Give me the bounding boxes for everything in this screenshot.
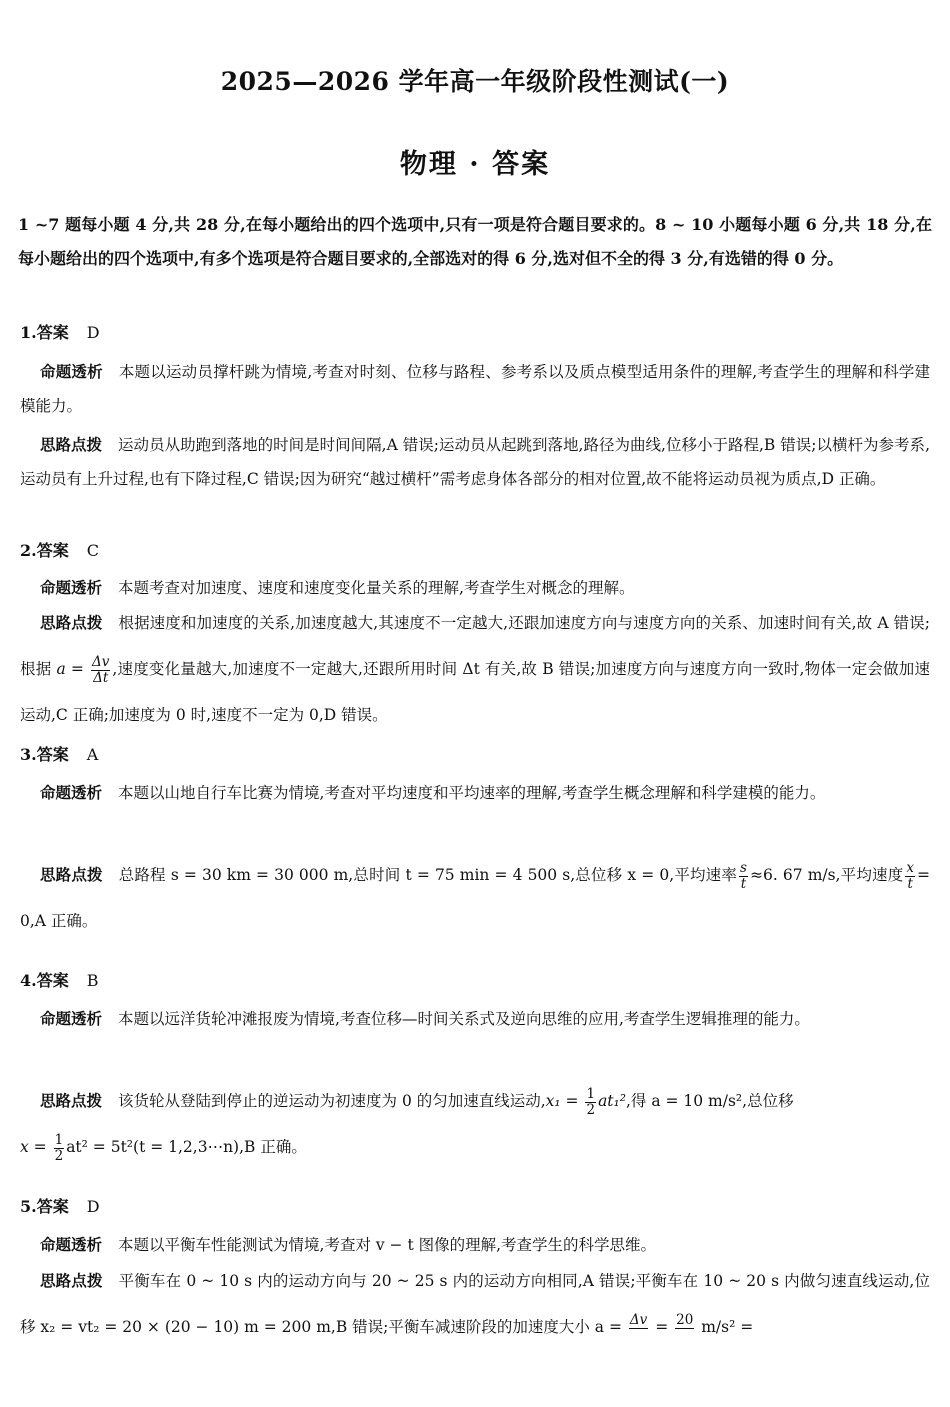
hint-text-c: = 0,A 正确。 xyxy=(20,866,930,930)
fraction-dv xyxy=(629,1313,648,1344)
question-2-hint xyxy=(20,600,930,738)
insight-text: 本题考查对加速度、速度和速度变化量关系的理解,考查学生对概念的理解。 xyxy=(118,579,635,597)
equals: = xyxy=(65,660,89,678)
fraction-numerator: s xyxy=(740,859,747,876)
fraction-one-half xyxy=(585,1087,596,1118)
hint-text-b: ,得 a = 10 m/s²,总位移 xyxy=(625,1092,794,1110)
fraction-numerator: 1 xyxy=(54,1131,64,1148)
var-a: a xyxy=(56,660,66,678)
answer-value: A xyxy=(86,745,99,764)
insight-text: 本题以运动员撑杆跳为情境,考查对时刻、位移与路程、参考系以及质点模型适用条件的理解,考查学生的理解和科学建模能力。 xyxy=(20,363,930,415)
question-3-hint xyxy=(20,852,930,944)
answer-value: B xyxy=(86,971,99,990)
question-number: 4. xyxy=(20,971,37,990)
fraction-one-half xyxy=(54,1133,65,1164)
scoring-instructions: 1 ~7 题每小题 4 分,共 28 分,在每小题给出的四个选项中,只有一项是符合题目要求的。8 ~ 10 小题每小题 6 分,共 18 分,在每小题给出的四个选项中,有多个选项是符合题目要求的,全部选对的得 6 分,选对但不全的得 3 分,有选错的得 0 分。 xyxy=(18,215,932,268)
page-subtitle: 物理 · 答案 xyxy=(399,149,551,180)
hint-text-b: m/s² = xyxy=(696,1318,754,1336)
insight-label: 命题透析 xyxy=(40,1236,103,1254)
hint-label: 思路点拨 xyxy=(40,436,103,454)
question-5-insight xyxy=(20,1228,930,1262)
insight-label: 命题透析 xyxy=(40,363,103,381)
question-1-insight xyxy=(20,355,930,423)
question-1-hint xyxy=(20,428,930,496)
question-1-header xyxy=(20,320,932,346)
hint-text-a: 根据速度和加速度的关系,加速度越大,其速度不一定越大,还跟加速度方向与速度方向的关系、加速时间有关,故 A 错误;根据 xyxy=(20,614,930,678)
fraction-dv-dt xyxy=(91,655,110,686)
hint-label: 思路点拨 xyxy=(40,1092,103,1110)
hint-text-b: ,速度变化量越大,加速度不一定越大,还跟所用时间 Δt 有关,故 B 错误;加速度方向与速度方向一致时,物体一定会做加速运动,C 正确;加速度为 0 时,速度不一定为 0,D 错误。 xyxy=(20,660,931,724)
fraction-numerator: x xyxy=(906,859,914,876)
insight-label: 命题透析 xyxy=(40,579,103,597)
answer-label: 答案 xyxy=(36,323,69,342)
insight-label: 命题透析 xyxy=(40,784,103,802)
insight-text: 本题以山地自行车比赛为情境,考查对平均速度和平均速率的理解,考查学生概念理解和科学建模的能力。 xyxy=(118,784,826,802)
question-number: 2. xyxy=(20,541,37,560)
hint-text: 运动员从助跑到落地的时间是时间间隔,A 错误;运动员从起跳到落地,路径为曲线,位移小于路程,B 错误;以横杆为参考系,运动员有上升过程,也有下降过程,C 错误;因为研究“越过横杆”需考虑身体各部分的相对位置,故不能将运动员视为质点,D 正确。 xyxy=(20,436,930,488)
hint-label: 思路点拨 xyxy=(40,1272,103,1290)
answer-label: 答案 xyxy=(36,1197,69,1216)
answer-value: C xyxy=(86,541,99,560)
eq2-right: at² = 5t²(t = 1,2,3⋯n),B 正确。 xyxy=(66,1138,307,1156)
fraction-numerator: 20 xyxy=(676,1311,694,1328)
fraction-numerator: 1 xyxy=(586,1085,596,1102)
fraction-20 xyxy=(675,1313,694,1344)
answer-label: 答案 xyxy=(36,541,69,560)
hint-label: 思路点拨 xyxy=(40,614,103,632)
fraction-numerator: Δv xyxy=(629,1311,648,1328)
question-4-header xyxy=(20,968,932,994)
question-number: 3. xyxy=(20,745,37,764)
fraction-s-t xyxy=(739,861,748,892)
question-3-insight xyxy=(20,776,930,810)
answer-value: D xyxy=(86,323,100,342)
question-4-hint xyxy=(20,1078,930,1170)
answer-value: D xyxy=(86,1197,100,1216)
hint-text-a: 总路程 s = 30 km = 30 000 m,总时间 t = 75 min = 4 500 s,总位移 x = 0,平均速率 xyxy=(118,866,738,884)
hint-label: 思路点拨 xyxy=(40,866,103,884)
question-number: 1. xyxy=(20,323,37,342)
insight-text: 本题以远洋货轮冲滩报废为情境,考查位移—时间关系式及逆向思维的应用,考查学生逻辑推理的能力。 xyxy=(118,1010,810,1028)
eq1-right: at₁² xyxy=(598,1092,626,1110)
insight-label: 命题透析 xyxy=(40,1010,103,1028)
fraction-denominator: t xyxy=(740,875,747,892)
fraction-denominator: t xyxy=(907,875,913,892)
question-5-hint: 思路点拨 平衡车在 0 ~ 10 s 内的运动方向与 20 ~ 25 s 内的运动方向相同,A 错误;平衡车在 10 ~ 20 s 内做匀速直线运动,位移 x₂ = vt₂ = 20 × (20 − 10) m = 200 m,B 错误;平衡车减速阶段的加速度大小 a = Δv = 20 m/s² = xyxy=(20,1258,930,1350)
question-5-header xyxy=(20,1194,932,1220)
hint-text-b: ≈6. 67 m/s,平均速度 xyxy=(749,866,904,884)
hint-text-a: 平衡车在 0 ~ 10 s 内的运动方向与 20 ~ 25 s 内的运动方向相同,A 错误;平衡车在 10 ~ 20 s 内做匀速直线运动,位移 x₂ = vt₂ = 20 × (20 − 10) m = 200 m,B 错误;平衡车减速阶段的加速度大小 a = xyxy=(20,1272,930,1336)
eq1-left: x₁ = xyxy=(545,1092,584,1110)
hint-text-a: 该货轮从登陆到停止的逆运动为初速度为 0 的匀加速直线运动, xyxy=(118,1092,546,1110)
fraction-denominator: 2 xyxy=(586,1101,596,1118)
fraction-numerator: Δv xyxy=(92,653,110,670)
eq2-left: x = xyxy=(20,1138,52,1156)
question-4-insight xyxy=(20,1002,930,1036)
insight-text: 本题以平衡车性能测试为情境,考查对 v − t 图像的理解,考查学生的科学思维。 xyxy=(118,1236,657,1254)
question-2-header xyxy=(20,538,932,564)
page-title: 2025—2026 学年高一年级阶段性测试(一) xyxy=(220,67,730,96)
question-3-header xyxy=(20,742,932,768)
answer-label: 答案 xyxy=(36,745,69,764)
fraction-x-t xyxy=(905,861,915,892)
question-number: 5. xyxy=(20,1197,37,1216)
answer-label: 答案 xyxy=(36,971,69,990)
fraction-denominator: Δt xyxy=(93,669,109,686)
fraction-denominator: 2 xyxy=(54,1147,64,1164)
